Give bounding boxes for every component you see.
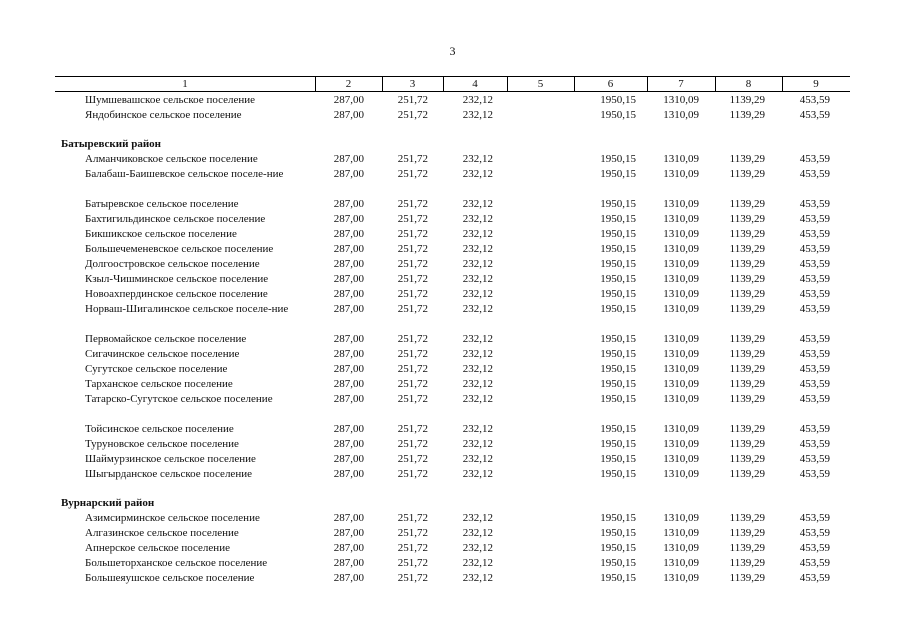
cell-col-2: 287,00 — [333, 468, 364, 480]
cell-col-3: 251,72 — [397, 438, 428, 450]
cell-col-7: 1310,09 — [663, 153, 699, 165]
table-row — [55, 108, 850, 123]
column-divider — [443, 77, 444, 91]
cell-col-6: 1950,15 — [600, 198, 636, 210]
cell-col-9: 453,59 — [799, 333, 830, 345]
cell-col-4: 232,12 — [462, 153, 493, 165]
cell-col-8: 1139,29 — [729, 153, 765, 165]
cell-col-6: 1950,15 — [600, 557, 636, 569]
cell-col-8: 1139,29 — [729, 273, 765, 285]
cell-col-2: 287,00 — [333, 572, 364, 584]
cell-col-8: 1139,29 — [729, 228, 765, 240]
section-title: Вурнарский район — [61, 497, 155, 509]
column-header-3: 3 — [409, 78, 416, 90]
cell-col-8: 1139,29 — [729, 288, 765, 300]
cell-col-9: 453,59 — [799, 393, 830, 405]
cell-col-9: 453,59 — [799, 527, 830, 539]
cell-col-9: 453,59 — [799, 109, 830, 121]
cell-col-8: 1139,29 — [729, 423, 765, 435]
cell-col-6: 1950,15 — [600, 512, 636, 524]
cell-col-6: 1950,15 — [600, 423, 636, 435]
cell-col-9: 453,59 — [799, 94, 830, 106]
cell-col-3: 251,72 — [397, 512, 428, 524]
cell-col-9: 453,59 — [799, 168, 830, 180]
cell-col-7: 1310,09 — [663, 228, 699, 240]
cell-col-6: 1950,15 — [600, 273, 636, 285]
cell-col-7: 1310,09 — [663, 572, 699, 584]
cell-col-2: 287,00 — [333, 94, 364, 106]
cell-col-7: 1310,09 — [663, 453, 699, 465]
cell-col-3: 251,72 — [397, 453, 428, 465]
cell-col-7: 1310,09 — [663, 393, 699, 405]
settlement-name: Алгазинское сельское поселение — [85, 527, 239, 539]
cell-col-3: 251,72 — [397, 423, 428, 435]
cell-col-8: 1139,29 — [729, 363, 765, 375]
cell-col-4: 232,12 — [462, 557, 493, 569]
cell-col-2: 287,00 — [333, 527, 364, 539]
cell-col-6: 1950,15 — [600, 94, 636, 106]
cell-col-2: 287,00 — [333, 378, 364, 390]
cell-col-3: 251,72 — [397, 378, 428, 390]
cell-col-4: 232,12 — [462, 109, 493, 121]
cell-col-4: 232,12 — [462, 243, 493, 255]
cell-col-6: 1950,15 — [600, 213, 636, 225]
table-row — [55, 392, 850, 422]
settlement-name: Балабаш-Баишевское сельское поселе-ние — [85, 168, 284, 180]
cell-col-8: 1139,29 — [729, 542, 765, 554]
cell-col-6: 1950,15 — [600, 333, 636, 345]
table-header — [55, 76, 850, 92]
cell-col-6: 1950,15 — [600, 393, 636, 405]
cell-col-9: 453,59 — [799, 542, 830, 554]
cell-col-3: 251,72 — [397, 198, 428, 210]
cell-col-4: 232,12 — [462, 468, 493, 480]
cell-col-2: 287,00 — [333, 438, 364, 450]
settlement-name: Апнерское сельское поселение — [85, 542, 230, 554]
cell-col-8: 1139,29 — [729, 557, 765, 569]
cell-col-2: 287,00 — [333, 423, 364, 435]
cell-col-7: 1310,09 — [663, 468, 699, 480]
table-row — [55, 287, 850, 302]
table-row — [55, 257, 850, 272]
cell-col-9: 453,59 — [799, 258, 830, 270]
cell-col-6: 1950,15 — [600, 542, 636, 554]
cell-col-2: 287,00 — [333, 243, 364, 255]
cell-col-9: 453,59 — [799, 228, 830, 240]
cell-col-4: 232,12 — [462, 438, 493, 450]
cell-col-2: 287,00 — [333, 258, 364, 270]
column-divider — [647, 77, 648, 91]
settlement-name: Татарско-Сугутское сельское поселение — [85, 393, 273, 405]
table-row — [55, 377, 850, 392]
cell-col-7: 1310,09 — [663, 378, 699, 390]
cell-col-3: 251,72 — [397, 348, 428, 360]
cell-col-4: 232,12 — [462, 572, 493, 584]
cell-col-8: 1139,29 — [729, 258, 765, 270]
cell-col-7: 1310,09 — [663, 527, 699, 539]
cell-col-3: 251,72 — [397, 168, 428, 180]
cell-col-3: 251,72 — [397, 243, 428, 255]
cell-col-9: 453,59 — [799, 512, 830, 524]
settlement-name: Большеяушское сельское поселение — [85, 572, 255, 584]
cell-col-3: 251,72 — [397, 303, 428, 315]
cell-col-8: 1139,29 — [729, 453, 765, 465]
table-row — [55, 511, 850, 526]
cell-col-7: 1310,09 — [663, 258, 699, 270]
settlement-name: Норваш-Шигалинское сельское поселе-ние — [85, 303, 289, 315]
cell-col-6: 1950,15 — [600, 468, 636, 480]
cell-col-4: 232,12 — [462, 303, 493, 315]
settlement-name: Бикшикское сельское поселение — [85, 228, 237, 240]
cell-col-4: 232,12 — [462, 228, 493, 240]
table-row — [55, 452, 850, 467]
cell-col-7: 1310,09 — [663, 363, 699, 375]
settlement-name: Кзыл-Чишминское сельское поселение — [85, 273, 269, 285]
cell-col-6: 1950,15 — [600, 348, 636, 360]
cell-col-2: 287,00 — [333, 198, 364, 210]
cell-col-9: 453,59 — [799, 378, 830, 390]
cell-col-8: 1139,29 — [729, 333, 765, 345]
cell-col-6: 1950,15 — [600, 243, 636, 255]
column-header-9: 9 — [813, 78, 819, 90]
column-divider — [574, 77, 575, 91]
cell-col-4: 232,12 — [462, 273, 493, 285]
table-row — [55, 467, 850, 482]
settlement-name: Яндобинское сельское поселение — [85, 109, 242, 121]
cell-col-2: 287,00 — [333, 542, 364, 554]
cell-col-7: 1310,09 — [663, 243, 699, 255]
cell-col-9: 453,59 — [799, 468, 830, 480]
cell-col-9: 453,59 — [799, 153, 830, 165]
cell-col-3: 251,72 — [397, 557, 428, 569]
cell-col-7: 1310,09 — [663, 438, 699, 450]
cell-col-3: 251,72 — [397, 273, 428, 285]
cell-col-7: 1310,09 — [663, 213, 699, 225]
cell-col-3: 251,72 — [397, 228, 428, 240]
table-row — [55, 302, 850, 332]
settlement-name: Азимсирминское сельское поселение — [85, 512, 260, 524]
cell-col-2: 287,00 — [333, 333, 364, 345]
settlement-name: Большеторханское сельское поселение — [85, 557, 268, 569]
column-header-5: 5 — [537, 78, 544, 90]
cell-col-8: 1139,29 — [729, 303, 765, 315]
cell-col-6: 1950,15 — [600, 453, 636, 465]
page-number: 3 — [449, 44, 456, 58]
cell-col-4: 232,12 — [462, 94, 493, 106]
table-row — [55, 422, 850, 437]
cell-col-7: 1310,09 — [663, 542, 699, 554]
cell-col-9: 453,59 — [799, 213, 830, 225]
cell-col-7: 1310,09 — [663, 333, 699, 345]
cell-col-9: 453,59 — [799, 243, 830, 255]
cell-col-9: 453,59 — [799, 438, 830, 450]
column-header-2: 2 — [345, 78, 352, 90]
table-row — [55, 197, 850, 212]
cell-col-2: 287,00 — [333, 348, 364, 360]
cell-col-3: 251,72 — [397, 288, 428, 300]
cell-col-2: 287,00 — [333, 557, 364, 569]
settlement-name: Туруновское сельское поселение — [85, 438, 239, 450]
column-divider — [382, 77, 383, 91]
cell-col-3: 251,72 — [397, 213, 428, 225]
settlement-name: Бахтигильдинское сельское поселение — [85, 213, 266, 225]
cell-col-4: 232,12 — [462, 258, 493, 270]
cell-col-4: 232,12 — [462, 453, 493, 465]
settlement-name: Первомайское сельское поселение — [85, 333, 247, 345]
table-row — [55, 362, 850, 377]
cell-col-7: 1310,09 — [663, 94, 699, 106]
cell-col-8: 1139,29 — [729, 213, 765, 225]
cell-col-3: 251,72 — [397, 572, 428, 584]
settlement-name: Батыревское сельское поселение — [85, 198, 239, 210]
cell-col-8: 1139,29 — [729, 243, 765, 255]
cell-col-2: 287,00 — [333, 303, 364, 315]
table-row — [55, 526, 850, 541]
cell-col-8: 1139,29 — [729, 393, 765, 405]
cell-col-2: 287,00 — [333, 512, 364, 524]
settlement-name: Долгоостровское сельское поселение — [85, 258, 260, 270]
column-divider — [715, 77, 716, 91]
cell-col-9: 453,59 — [799, 363, 830, 375]
column-header-6: 6 — [607, 78, 614, 90]
column-divider — [315, 77, 316, 91]
cell-col-8: 1139,29 — [729, 378, 765, 390]
settlement-name: Шаймурзинское сельское поселение — [85, 453, 256, 465]
cell-col-3: 251,72 — [397, 363, 428, 375]
column-header-4: 4 — [472, 78, 478, 90]
table-row — [55, 272, 850, 287]
column-header-8: 8 — [745, 78, 752, 90]
cell-col-3: 251,72 — [397, 393, 428, 405]
table-row — [55, 227, 850, 242]
cell-col-7: 1310,09 — [663, 303, 699, 315]
cell-col-3: 251,72 — [397, 94, 428, 106]
cell-col-9: 453,59 — [799, 423, 830, 435]
settlement-name: Шыгырданское сельское поселение — [85, 468, 252, 480]
cell-col-4: 232,12 — [462, 527, 493, 539]
table-row — [55, 541, 850, 556]
cell-col-4: 232,12 — [462, 542, 493, 554]
settlement-name: Новоахпердинское сельское поселение — [85, 288, 268, 300]
cell-col-2: 287,00 — [333, 363, 364, 375]
cell-col-2: 287,00 — [333, 168, 364, 180]
cell-col-9: 453,59 — [799, 453, 830, 465]
table-row — [55, 212, 850, 227]
cell-col-9: 453,59 — [799, 288, 830, 300]
section-title: Батыревский район — [61, 138, 161, 150]
cell-col-8: 1139,29 — [729, 168, 765, 180]
cell-col-7: 1310,09 — [663, 168, 699, 180]
cell-col-4: 232,12 — [462, 198, 493, 210]
cell-col-4: 232,12 — [462, 363, 493, 375]
cell-col-4: 232,12 — [462, 378, 493, 390]
cell-col-3: 251,72 — [397, 109, 428, 121]
settlement-name: Тойсинское сельское поселение — [85, 423, 234, 435]
table-row — [55, 167, 850, 197]
cell-col-2: 287,00 — [333, 228, 364, 240]
cell-col-6: 1950,15 — [600, 378, 636, 390]
cell-col-3: 251,72 — [397, 153, 428, 165]
cell-col-6: 1950,15 — [600, 153, 636, 165]
column-header-1: 1 — [182, 78, 188, 90]
cell-col-7: 1310,09 — [663, 288, 699, 300]
column-header-7: 7 — [678, 78, 684, 90]
cell-col-6: 1950,15 — [600, 168, 636, 180]
cell-col-2: 287,00 — [333, 393, 364, 405]
table-row — [55, 332, 850, 347]
cell-col-6: 1950,15 — [600, 228, 636, 240]
cell-col-4: 232,12 — [462, 512, 493, 524]
cell-col-4: 232,12 — [462, 393, 493, 405]
cell-col-3: 251,72 — [397, 542, 428, 554]
cell-col-6: 1950,15 — [600, 527, 636, 539]
cell-col-9: 453,59 — [799, 198, 830, 210]
cell-col-8: 1139,29 — [729, 348, 765, 360]
cell-col-8: 1139,29 — [729, 512, 765, 524]
cell-col-7: 1310,09 — [663, 423, 699, 435]
cell-col-4: 232,12 — [462, 348, 493, 360]
cell-col-6: 1950,15 — [600, 109, 636, 121]
cell-col-7: 1310,09 — [663, 348, 699, 360]
settlement-name: Сигачинское сельское поселение — [85, 348, 240, 360]
cell-col-6: 1950,15 — [600, 438, 636, 450]
table-row — [55, 152, 850, 167]
settlement-name: Алманчиковское сельское поселение — [85, 153, 258, 165]
cell-col-7: 1310,09 — [663, 512, 699, 524]
settlement-name: Тарханское сельское поселение — [85, 378, 233, 390]
cell-col-3: 251,72 — [397, 468, 428, 480]
table-row — [55, 93, 850, 108]
data-table — [55, 76, 850, 584]
table-row — [55, 556, 850, 571]
table-row — [55, 571, 850, 586]
cell-col-9: 453,59 — [799, 273, 830, 285]
cell-col-8: 1139,29 — [729, 572, 765, 584]
cell-col-6: 1950,15 — [600, 288, 636, 300]
settlement-name: Шумшевашское сельское поселение — [85, 94, 256, 106]
cell-col-6: 1950,15 — [600, 258, 636, 270]
table-row — [55, 347, 850, 362]
cell-col-2: 287,00 — [333, 213, 364, 225]
cell-col-2: 287,00 — [333, 273, 364, 285]
cell-col-2: 287,00 — [333, 109, 364, 121]
cell-col-9: 453,59 — [799, 572, 830, 584]
cell-col-7: 1310,09 — [663, 109, 699, 121]
table-row — [55, 437, 850, 452]
settlement-name: Сугутское сельское поселение — [85, 363, 228, 375]
cell-col-4: 232,12 — [462, 333, 493, 345]
cell-col-3: 251,72 — [397, 527, 428, 539]
cell-col-4: 232,12 — [462, 423, 493, 435]
column-divider — [507, 77, 508, 91]
cell-col-2: 287,00 — [333, 153, 364, 165]
cell-col-2: 287,00 — [333, 453, 364, 465]
cell-col-3: 251,72 — [397, 258, 428, 270]
column-divider — [782, 77, 783, 91]
settlement-name: Большечеменевское сельское поселение — [85, 243, 274, 255]
cell-col-8: 1139,29 — [729, 527, 765, 539]
cell-col-2: 287,00 — [333, 288, 364, 300]
cell-col-7: 1310,09 — [663, 198, 699, 210]
cell-col-8: 1139,29 — [729, 468, 765, 480]
cell-col-7: 1310,09 — [663, 273, 699, 285]
cell-col-6: 1950,15 — [600, 572, 636, 584]
cell-col-3: 251,72 — [397, 333, 428, 345]
cell-col-9: 453,59 — [799, 348, 830, 360]
cell-col-4: 232,12 — [462, 213, 493, 225]
cell-col-8: 1139,29 — [729, 109, 765, 121]
cell-col-9: 453,59 — [799, 557, 830, 569]
cell-col-8: 1139,29 — [729, 198, 765, 210]
cell-col-6: 1950,15 — [600, 303, 636, 315]
cell-col-7: 1310,09 — [663, 557, 699, 569]
table-row — [55, 242, 850, 257]
cell-col-8: 1139,29 — [729, 94, 765, 106]
cell-col-4: 232,12 — [462, 168, 493, 180]
cell-col-6: 1950,15 — [600, 363, 636, 375]
cell-col-8: 1139,29 — [729, 438, 765, 450]
cell-col-9: 453,59 — [799, 303, 830, 315]
cell-col-4: 232,12 — [462, 288, 493, 300]
